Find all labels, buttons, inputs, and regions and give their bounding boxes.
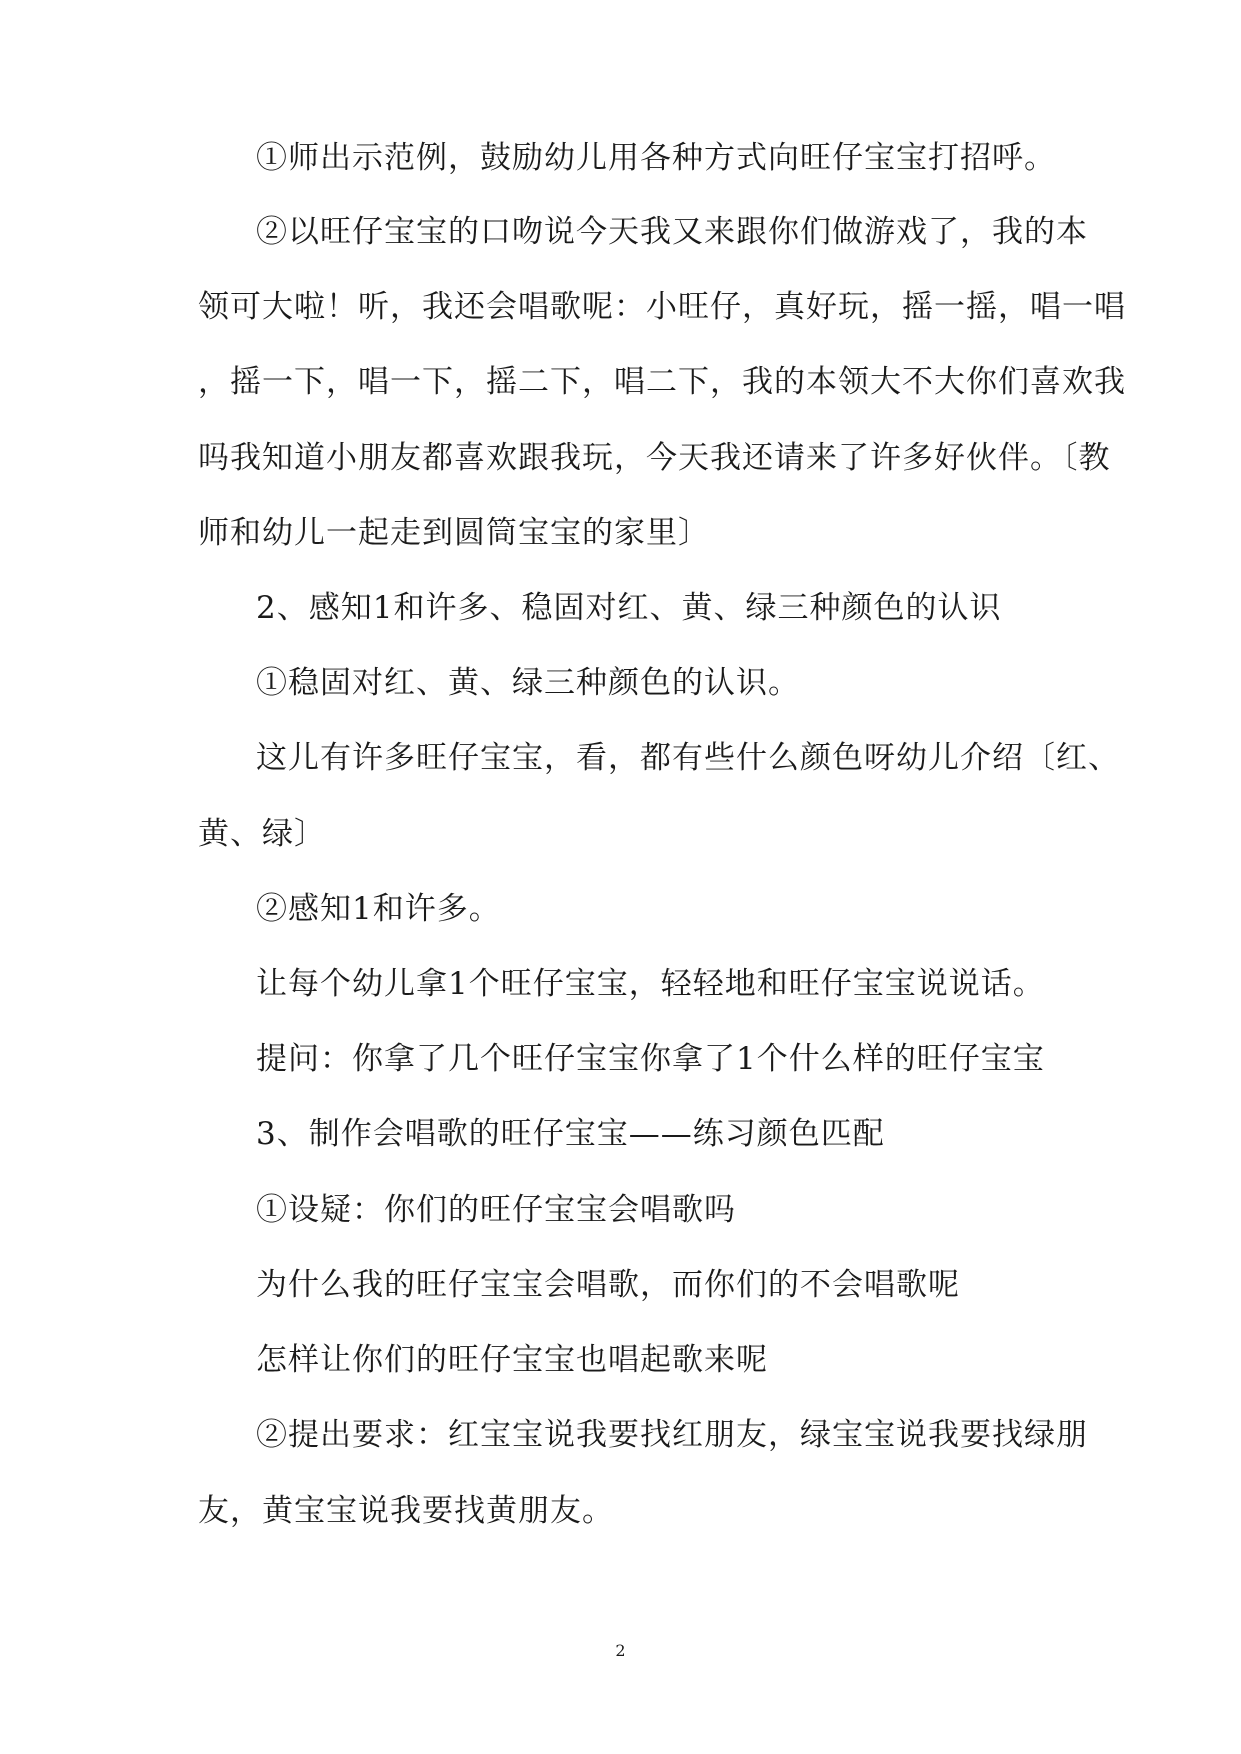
paragraph-line: 黄、绿〕 bbox=[198, 816, 326, 852]
paragraph-line: ，摇一下，唱一下，摇二下，唱二下，我的本领大不大你们喜欢我 bbox=[198, 364, 1126, 400]
paragraph-line: 师和幼儿一起走到圆筒宝宝的家里〕 bbox=[198, 515, 710, 551]
paragraph-line: ②以旺仔宝宝的口吻说今天我又来跟你们做游戏了，我的本 bbox=[256, 214, 1088, 250]
paragraph-line: 怎样让你们的旺仔宝宝也唱起歌来呢 bbox=[256, 1342, 768, 1378]
page-number: 2 bbox=[615, 1641, 626, 1660]
paragraph-line: 友，黄宝宝说我要找黄朋友。 bbox=[198, 1493, 614, 1529]
paragraph-line: 这儿有许多旺仔宝宝，看，都有些什么颜色呀幼儿介绍〔红、 bbox=[256, 740, 1120, 776]
paragraph-line: ②感知1和许多。 bbox=[256, 891, 501, 927]
paragraph-line: ①设疑：你们的旺仔宝宝会唱歌吗 bbox=[256, 1192, 736, 1228]
paragraph-line: 吗我知道小朋友都喜欢跟我玩，今天我还请来了许多好伙伴。〔教 bbox=[198, 440, 1111, 476]
paragraph-line: 提问：你拿了几个旺仔宝宝你拿了1个什么样的旺仔宝宝 bbox=[256, 1041, 1045, 1077]
paragraph-line: 让每个幼儿拿1个旺仔宝宝，轻轻地和旺仔宝宝说说话。 bbox=[256, 966, 1045, 1002]
section-heading: 3、制作会唱歌的旺仔宝宝——练习颜色匹配 bbox=[256, 1116, 885, 1152]
paragraph-line: 为什么我的旺仔宝宝会唱歌，而你们的不会唱歌呢 bbox=[256, 1267, 960, 1303]
paragraph-line: ①稳固对红、黄、绿三种颜色的认识。 bbox=[256, 665, 800, 701]
paragraph-line: ①师出示范例，鼓励幼儿用各种方式向旺仔宝宝打招呼。 bbox=[256, 140, 1056, 176]
paragraph-line: 领可大啦！听，我还会唱歌呢：小旺仔，真好玩，摇一摇，唱一唱 bbox=[198, 289, 1126, 325]
paragraph-line: ②提出要求：红宝宝说我要找红朋友，绿宝宝说我要找绿朋 bbox=[256, 1417, 1088, 1453]
section-heading: 2、感知1和许多、稳固对红、黄、绿三种颜色的认识 bbox=[256, 590, 1002, 626]
